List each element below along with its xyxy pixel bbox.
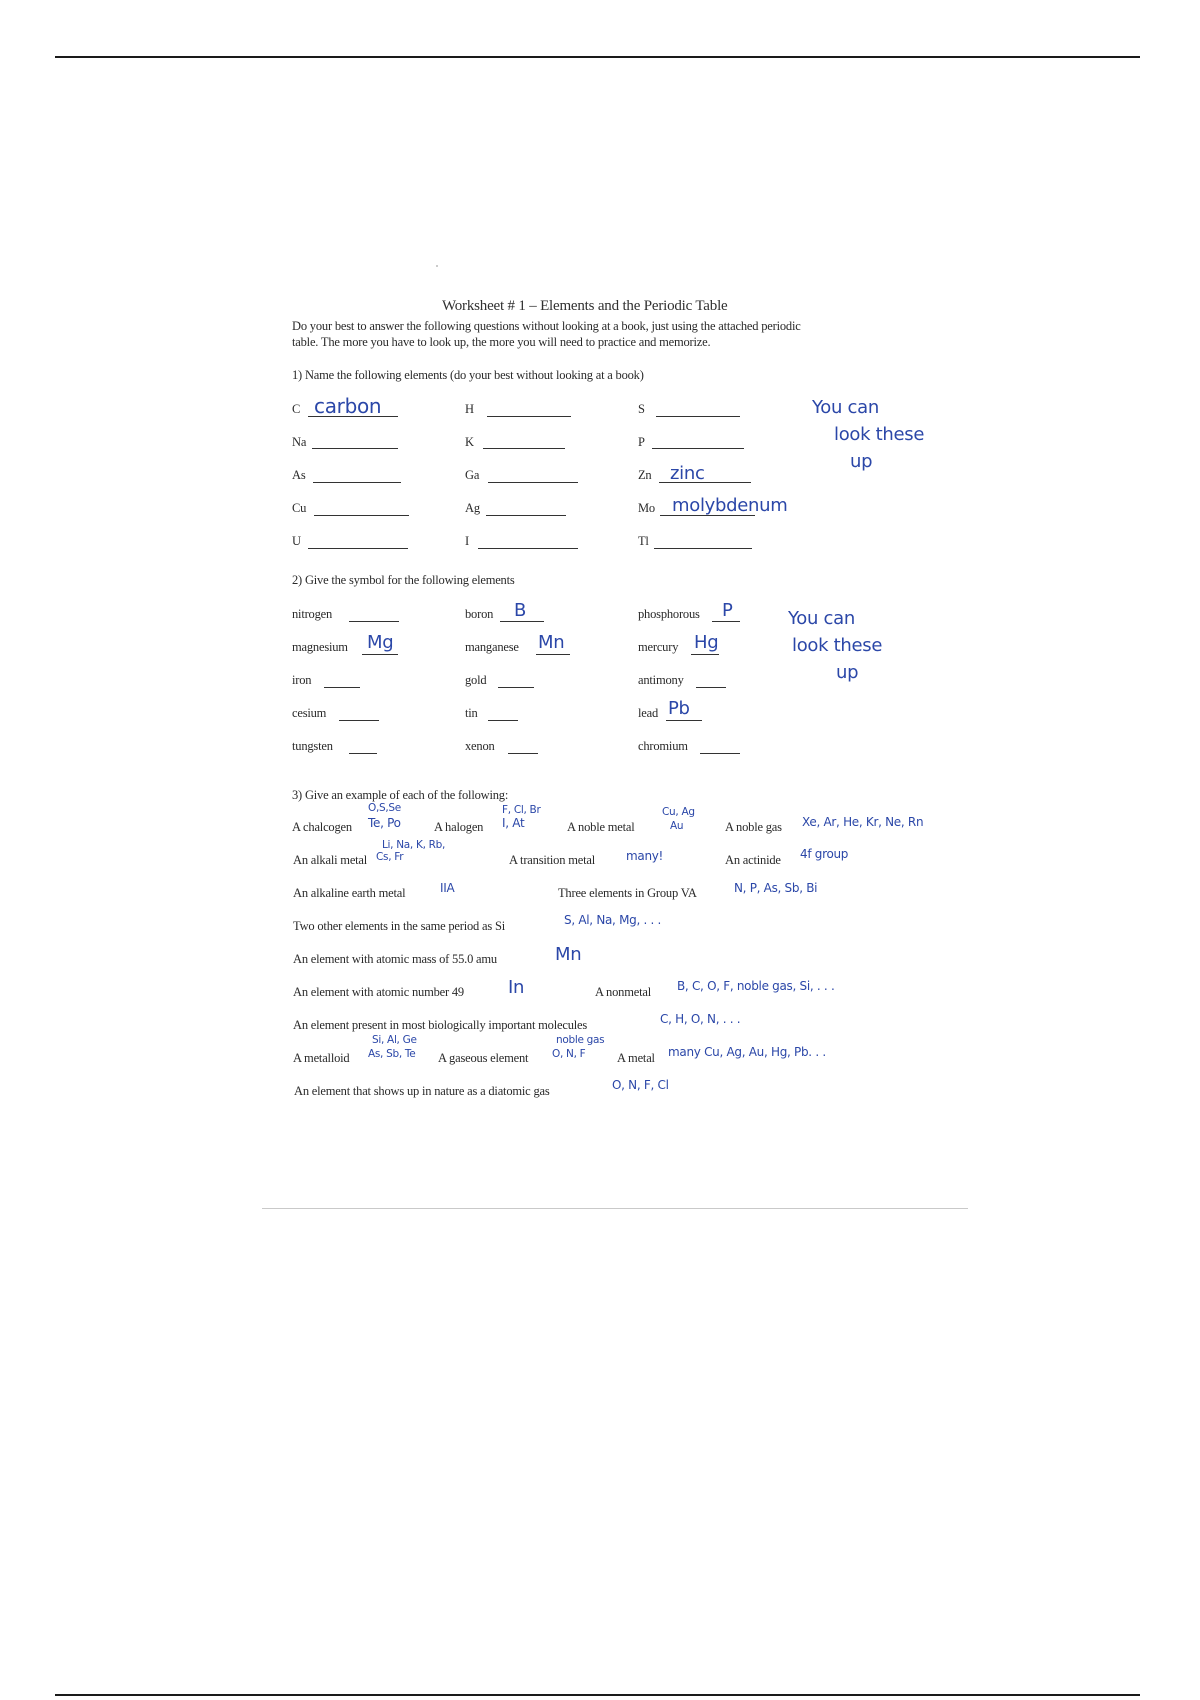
q3-answer: Au [670,820,684,832]
q1-symbol: Zn [638,468,652,482]
q3-answer-above: Si, Al, Ge [372,1034,417,1046]
q1-symbol: Tl [638,534,649,548]
q2-element: antimony [638,673,684,687]
answer-line [500,621,544,622]
q1-answer: molybdenum [672,495,788,516]
answer-line [486,515,566,516]
q3-label: Three elements in Group VA [558,886,697,900]
q2-element: magnesium [292,640,348,654]
q1-symbol: Ga [465,468,480,482]
answer-line [691,654,719,655]
q3-answer-above: O,S,Se [368,802,401,814]
q3-label: Two other elements in the same period as Si [293,919,505,933]
q3-label: An element with atomic number 49 [293,985,464,999]
q2-element: cesium [292,706,327,720]
q2-element: lead [638,706,659,720]
q3-label: An alkaline earth metal [293,886,406,900]
q2-heading: 2) Give the symbol for the following elements [292,573,515,587]
q3-answer: As, Sb, Te [368,1048,416,1060]
q2-element: tungsten [292,739,333,753]
page-bottom-rule [55,1694,1140,1696]
answer-line [478,548,578,549]
q1-symbol: K [465,435,474,449]
q3-answer-above: Cu, Ag [662,806,695,818]
answer-line [488,482,578,483]
q3-answer: S, Al, Na, Mg, . . . [564,913,662,927]
q1-answer: zinc [670,463,705,484]
q2-answer: Hg [694,632,719,653]
answer-line [312,448,398,449]
q3-answer: IIA [440,881,455,895]
q1-symbol: Mo [638,501,655,515]
q3-answer: O, N, F, Cl [612,1078,669,1092]
q1-symbol: U [292,534,301,548]
q3-answer: Cs, Fr [376,851,404,863]
q1-symbol: C [292,402,301,416]
q1-symbol: S [638,402,645,416]
q1-symbol: Ag [465,501,480,515]
q3-answer: I, At [502,816,525,830]
answer-line [700,753,740,754]
margin-note-line: up [836,662,859,683]
q3-label: An actinide [725,853,781,867]
q1-symbol: As [292,468,306,482]
scan-speck [436,265,438,267]
answer-line [696,687,726,688]
q3-label: An alkali metal [293,853,368,867]
q1-answer: carbon [314,394,382,418]
q2-element: xenon [465,739,495,753]
answer-line [313,482,401,483]
answer-line [483,448,565,449]
answer-line [362,654,398,655]
q1-heading: 1) Name the following elements (do your best without looking at a book) [292,368,644,382]
q3-answer-above: Li, Na, K, Rb, [382,839,446,851]
q1-symbol: Na [292,435,307,449]
answer-line [349,621,399,622]
q3-answer: Mn [555,944,582,965]
q3-answer: many Cu, Ag, Au, Hg, Pb. . . [668,1045,826,1059]
q1-symbol: P [638,435,645,449]
q1-symbol: H [465,402,474,416]
worksheet-title: Worksheet # 1 – Elements and the Periodic Table [442,298,728,314]
q2-element: nitrogen [292,607,333,621]
answer-line [536,654,570,655]
q3-label: A nonmetal [595,985,651,999]
answer-line [488,720,518,721]
q2-element: phosphorous [638,607,700,621]
q2-answer: P [722,600,733,621]
q2-element: manganese [465,640,519,654]
intro-line-2: table. The more you have to look up, the more you will need to practice and memorize. [292,335,711,349]
q3-answer-above: noble gas [556,1034,605,1046]
answer-line [666,720,702,721]
q3-answer: O, N, F [552,1048,586,1060]
answer-line [324,687,360,688]
q3-answer: Te, Po [368,816,401,830]
q3-label: A chalcogen [292,820,352,834]
q3-label: An element with atomic mass of 55.0 amu [293,952,497,966]
q2-element: iron [292,673,312,687]
scan-bottom-edge [262,1208,968,1209]
q3-label: A metal [617,1051,655,1065]
q3-answer: many! [626,849,664,863]
q2-element: tin [465,706,478,720]
answer-line [487,416,571,417]
scanned-worksheet [250,262,968,1210]
q2-element: boron [465,607,494,621]
q3-answer: 4f group [800,847,849,861]
page-top-rule [55,56,1140,58]
q3-answer: B, C, O, F, noble gas, Si, . . . [677,979,835,993]
answer-line [656,416,740,417]
q2-element: chromium [638,739,688,753]
q2-element: gold [465,673,487,687]
margin-note-line: up [850,451,873,472]
margin-note-line: look these [792,635,883,656]
q3-label: A halogen [434,820,484,834]
q3-answer: Xe, Ar, He, Kr, Ne, Rn [802,815,924,829]
q2-answer: Mn [538,632,565,653]
answer-line [652,448,744,449]
q3-label: A noble metal [567,820,635,834]
q3-label: A noble gas [725,820,782,834]
q2-answer: B [514,600,527,621]
answer-line [349,753,377,754]
q3-answer: N, P, As, Sb, Bi [734,881,818,895]
q3-label: A gaseous element [438,1051,529,1065]
q3-label: A transition metal [509,853,595,867]
q3-label: An element that shows up in nature as a diatomic gas [294,1084,550,1098]
q3-answer: C, H, O, N, . . . [660,1012,741,1026]
q1-symbol: Cu [292,501,307,515]
q3-answer-above: F, Cl, Br [502,804,541,816]
answer-line [314,515,409,516]
q3-label: A metalloid [293,1051,350,1065]
answer-line [339,720,379,721]
intro-line-1: Do your best to answer the following questions without looking at a book, just using the attached periodic [292,319,801,333]
answer-line [654,548,752,549]
margin-note-line: You can [788,608,855,629]
answer-line [308,548,408,549]
q2-answer: Mg [367,632,394,653]
answer-line [508,753,538,754]
margin-note-line: look these [834,424,925,445]
q3-answer: In [508,977,525,998]
q2-answer: Pb [668,698,690,719]
q1-symbol: I [465,534,469,548]
q3-label: An element present in most biologically important molecules [293,1018,588,1032]
answer-line [712,621,740,622]
q3-heading: 3) Give an example of each of the following: [292,788,509,802]
margin-note-line: You can [812,397,879,418]
q2-element: mercury [638,640,679,654]
answer-line [498,687,534,688]
